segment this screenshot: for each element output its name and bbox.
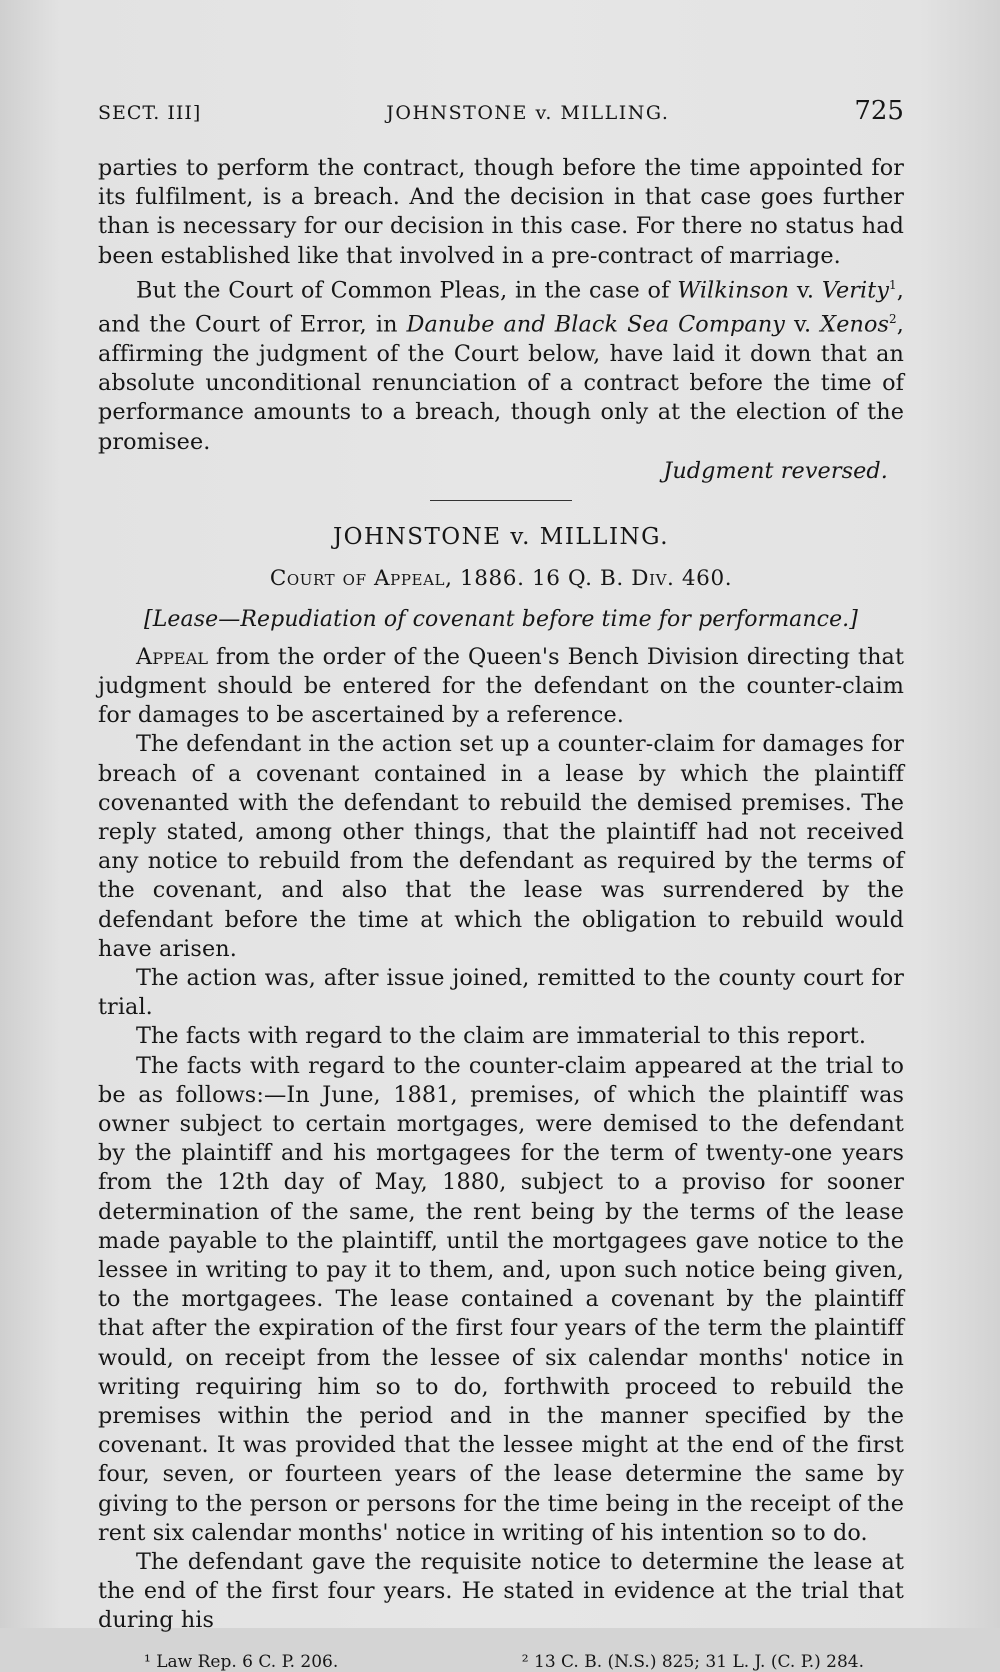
case-name-xenos: Xenos — [820, 311, 890, 338]
case-name-verity: Verity — [821, 277, 890, 304]
paragraph-defendant: The defendant in the action set up a counter-claim for damages for breach of a covenant contained in a lease by which the plaintiff covenanted with the defendant to rebuild the demised premises. The reply stated, among other things, that the plaintiff had not received any notice to rebuild from the defendant as required by the terms of the covenant, and also that the lease was surrendered by the defendant before the time at which the obligation to rebuild would have arisen. — [98, 731, 904, 962]
running-head — [98, 96, 904, 126]
paragraph-claim: The facts with regard to the claim are immaterial to this report. — [136, 1023, 867, 1050]
judgment-line: Judgment reversed. — [663, 457, 888, 484]
case-title: JOHNSTONE v. MILLING. — [332, 524, 670, 551]
section-label: SECT. III] — [98, 102, 202, 124]
court-citation — [98, 564, 904, 593]
case-name-wilkinson: Wilkinson — [677, 277, 790, 304]
paragraph-counter-claim: The facts with regard to the counter-claim appeared at the trial to be as follows:—In June, 1881, premises, of which the plaintiff was owner subject to certain mortgages, were demised to the defendant by the plaintiff and his mortgagees for the term of twenty-one years from the 12th day of May, 1880, subject to a proviso for sooner determination of the same, the rent being by the terms of the lease made payable to the plaintiff, until the mortgagees gave notice to the lessee in writing to pay it to them, and, upon such notice being given, to the mortgagees. The lease contained a covenant by the plaintiff that after the expiration of the first four years of the term the plaintiff would, on receipt from the lessee of six calendar months' notice in writing requiring him so to do, forthwith proceed to rebuild the premises within the period and in the manner specified by the covenant. It was provided that the lessee might at the end of the first four, seven, or fourteen years of the lease determine the same by giving to the person or persons for the time being in the receipt of the rent six calendar months' notice in writing of his intention so to do. — [98, 1052, 904, 1546]
page-number: 725 — [854, 96, 904, 126]
citation-end: . 460. — [667, 566, 733, 592]
text-run: But the Court of Common Pleas, in the case of — [136, 277, 678, 304]
text-run: v. — [784, 311, 821, 338]
footnote-2: ² 13 C. B. (N.S.) 825; 31 L. J. (C. P.) 284. — [521, 1651, 864, 1672]
footnotes — [98, 1652, 904, 1672]
appeal-lead: Appeal — [136, 643, 209, 670]
footnote-1: ¹ Law Rep. 6 C. P. 206. — [144, 1651, 339, 1672]
section-divider — [430, 500, 572, 501]
headnote: [Lease—Repudiation of covenant before time for performance.] — [144, 607, 858, 633]
case-name-danube: Danube and Black Sea Company — [406, 311, 785, 338]
text-run: v. — [789, 277, 822, 304]
paragraph-notice: The defendant gave the requisite notice to determine the lease at the end of the first four years. He stated in evidence at the trial that during his — [98, 1548, 904, 1634]
paragraph-continuation: parties to perform the contract, though before the time appointed for its fulfilment, is a breach. And the decision in that case goes further than is necessary for our decision in this case. For there no status had been established like that involved in a pre-contract of marriage. — [98, 155, 904, 269]
body-text — [98, 154, 904, 1636]
footnote-ref-1: 1 — [889, 277, 897, 292]
citation-div: Div — [631, 566, 668, 592]
citation-text: , 1886. 16 Q. B. — [445, 566, 632, 592]
text-run: , affirming the judgment of the Court below, have laid it down that an absolute unconditional renunciation of a contract before the time of performance amounts to a breach, though only at the election of the promisee. — [98, 311, 904, 455]
paragraph-action: The action was, after issue joined, remitted to the county court for trial. — [98, 964, 904, 1021]
paragraph-appeal — [98, 643, 904, 731]
footnote-ref-2: 2 — [889, 312, 897, 327]
running-title: JOHNSTONE v. MILLING. — [386, 102, 670, 124]
text-run: from the order of the Queen's Bench Division directing that judgment should be entered for the defendant on the counter-claim for damages to be ascertained by a reference. — [98, 643, 904, 729]
paragraph-authorities — [98, 271, 904, 457]
text-run: , and the Court of Error, in — [98, 277, 904, 338]
court-name: Court of Appeal — [269, 566, 446, 592]
